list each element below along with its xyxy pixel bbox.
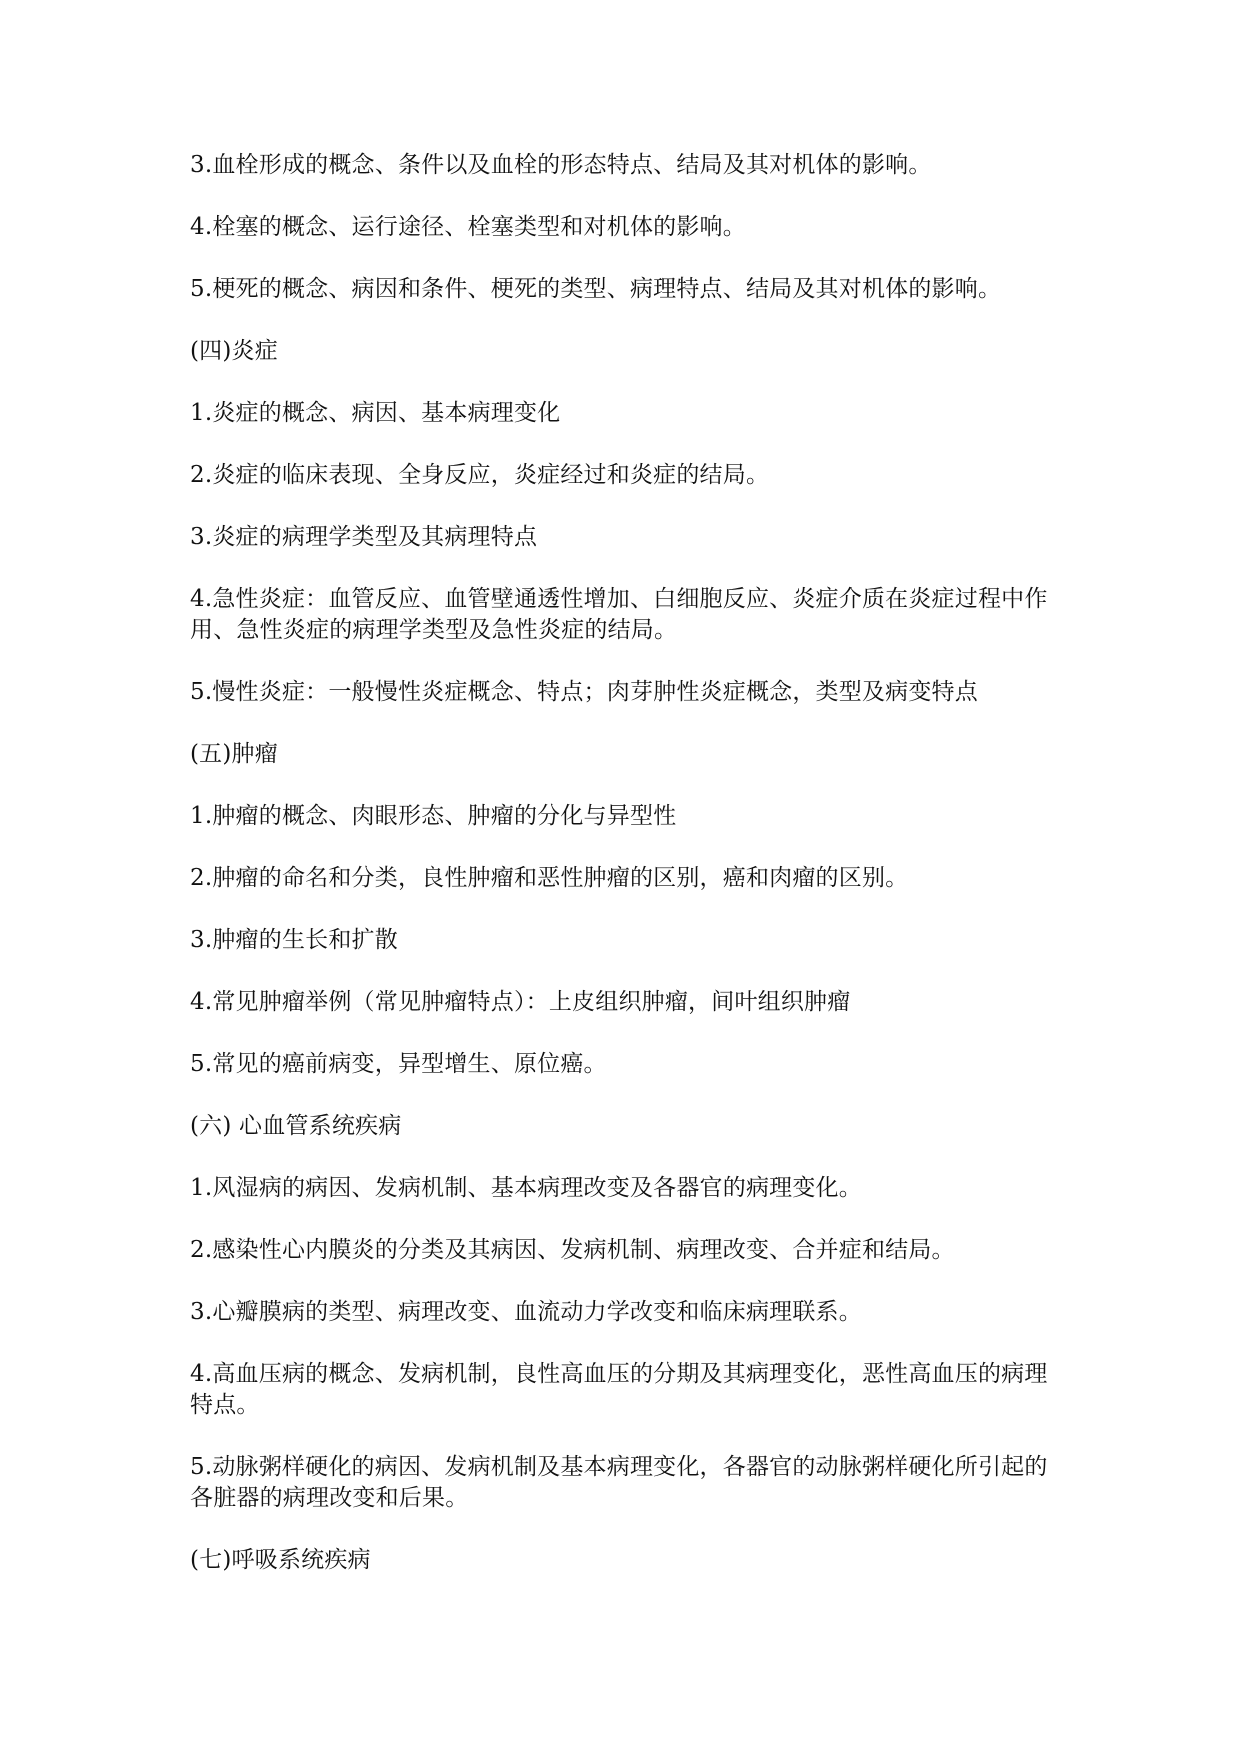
list-item: 4.急性炎症：血管反应、血管壁通透性增加、白细胞反应、炎症介质在炎症过程中作用、急性炎症的病理学类型及急性炎症的结局。	[190, 586, 1048, 643]
list-item: 5.慢性炎症：一般慢性炎症概念、特点；肉芽肿性炎症概念，类型及病变特点	[190, 679, 978, 705]
section-heading: (四)炎症	[190, 338, 278, 364]
list-item: 5.常见的癌前病变，异型增生、原位癌。	[190, 1051, 607, 1077]
list-item: 4.常见肿瘤举例（常见肿瘤特点）：上皮组织肿瘤，间叶组织肿瘤	[190, 989, 851, 1015]
list-item: 1.肿瘤的概念、肉眼形态、肿瘤的分化与异型性	[190, 803, 677, 829]
section-heading: (六) 心血管系统疾病	[190, 1113, 402, 1139]
list-item: 4.高血压病的概念、发病机制，良性高血压的分期及其病理变化，恶性高血压的病理特点。	[190, 1361, 1048, 1418]
document-body	[190, 150, 1070, 1607]
list-item: 3.炎症的病理学类型及其病理特点	[190, 524, 538, 550]
list-item: 3.心瓣膜病的类型、病理改变、血流动力学改变和临床病理联系。	[190, 1299, 862, 1325]
list-item: 5.动脉粥样硬化的病因、发病机制及基本病理变化，各器官的动脉粥样硬化所引起的各脏器的病理改变和后果。	[190, 1454, 1048, 1511]
list-item: 3.血栓形成的概念、条件以及血栓的形态特点、结局及其对机体的影响。	[190, 152, 932, 178]
list-item: 5.梗死的概念、病因和条件、梗死的类型、病理特点、结局及其对机体的影响。	[190, 276, 1002, 302]
list-item: 2.肿瘤的命名和分类，良性肿瘤和恶性肿瘤的区别，癌和肉瘤的区别。	[190, 865, 909, 891]
section-heading: (五)肿瘤	[190, 741, 278, 767]
list-item: 4.栓塞的概念、运行途径、栓塞类型和对机体的影响。	[190, 214, 746, 240]
list-item: 2.感染性心内膜炎的分类及其病因、发病机制、病理改变、合并症和结局。	[190, 1237, 955, 1263]
list-item: 1.炎症的概念、病因、基本病理变化	[190, 400, 561, 426]
list-item: 2.炎症的临床表现、全身反应，炎症经过和炎症的结局。	[190, 462, 770, 488]
list-item: 3.肿瘤的生长和扩散	[190, 927, 398, 953]
list-item: 1.风湿病的病因、发病机制、基本病理改变及各器官的病理变化。	[190, 1175, 862, 1201]
section-heading: (七)呼吸系统疾病	[190, 1547, 371, 1573]
